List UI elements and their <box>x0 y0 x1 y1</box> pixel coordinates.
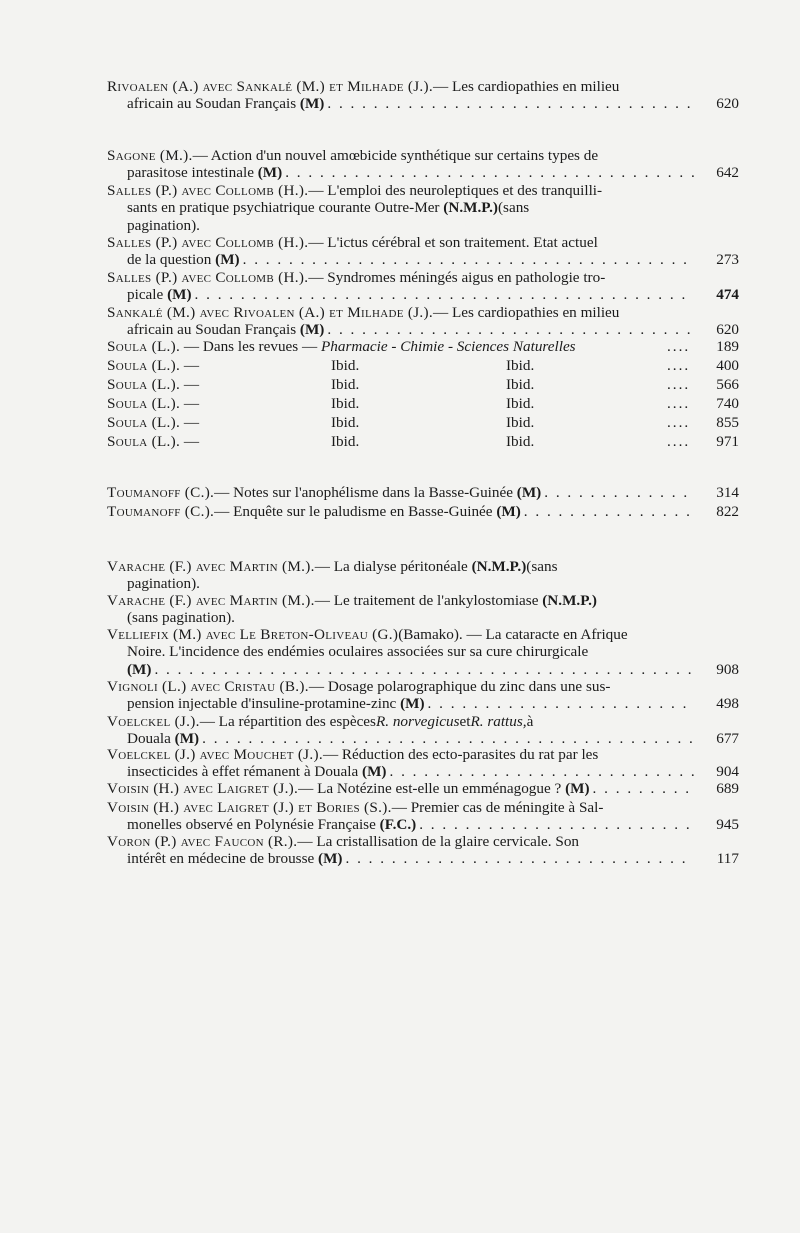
entry-author: Soula (L.). <box>107 395 181 412</box>
entry-author: Sagone (M.). <box>107 147 193 164</box>
leader-dots: .... <box>667 395 691 412</box>
leader-dots: .... <box>667 376 691 393</box>
entry-author: Soula (L.). <box>107 338 181 355</box>
entry-title: — Les cardiopathies en milieu <box>432 304 620 321</box>
entry-author: Toumanoff (C.). <box>107 503 215 520</box>
entry-tag: (N.M.P.) <box>542 592 597 609</box>
entry-title: — Syndromes méningés aigus en pathologie tro- <box>308 269 606 286</box>
entry-page-number: 908 <box>716 660 739 678</box>
entry-title-cont: de la question <box>127 251 212 269</box>
entry-tag: (M) <box>496 503 521 520</box>
entry-title: — La dialyse péritonéale <box>314 558 468 575</box>
entry-page-number: 945 <box>716 816 739 834</box>
entry-author: Varache (F.) avec Martin (M.). <box>107 592 315 609</box>
entry-title-mid: et <box>459 713 471 730</box>
entry-page-number: 400 <box>716 357 739 374</box>
entry-author: Toumanoff (C.). <box>107 484 215 501</box>
entry-dash: — <box>180 357 200 374</box>
soula-entry <box>107 433 739 451</box>
leader-dots: .... <box>667 338 691 355</box>
entry-title-cont: monelles observé en Polynésie Française <box>127 816 376 834</box>
entry-author: Soula (L.). <box>107 357 181 374</box>
entry-tag: (M) <box>127 660 152 678</box>
species-name: R. rattus, <box>470 713 527 730</box>
entry-title: — L'ictus cérébral et son traitement. Etat actuel <box>308 234 598 251</box>
index-entry <box>107 503 739 520</box>
entry-tag: (N.M.P.) <box>471 558 527 575</box>
entry-author: Voelckel (J.). <box>107 713 200 730</box>
ibid: Ibid. <box>506 357 535 374</box>
entry-title: — Notes sur l'anophélisme dans la Basse-Guinée <box>214 484 513 501</box>
index-entry <box>107 558 739 593</box>
entry-dash: — <box>180 395 200 412</box>
entry-tag: (N.M.P.) <box>443 199 498 217</box>
entry-page-number: 677 <box>716 730 739 748</box>
entry-author: Vignoli (L.) avec Cristau (B.). <box>107 678 309 695</box>
entry-page-number: 904 <box>716 763 739 781</box>
entry-tag: (M) <box>299 95 325 113</box>
index-entry <box>107 833 739 868</box>
entry-page-number: 117 <box>716 850 739 868</box>
index-entry <box>107 626 739 678</box>
entry-title: (Bamako). — La cataracte en Afrique <box>398 626 628 643</box>
entry-title-cont: sants en pratique psychiatrique courante Outre-Mer <box>127 199 440 217</box>
ibid: Ibid. <box>331 376 360 393</box>
ibid: Ibid. <box>506 433 535 450</box>
entry-page-number: 642 <box>716 164 739 182</box>
soula-entry <box>107 357 739 375</box>
index-entry <box>107 592 739 627</box>
entry-title: — Les cardiopathies en milieu <box>432 78 620 95</box>
entry-title: — Réduction des ecto-parasites du rat par les <box>322 746 599 763</box>
index-entry <box>107 799 739 834</box>
soula-entry <box>107 395 739 413</box>
entry-tag: (M) <box>215 251 240 269</box>
entry-title: — Le traitement de l'ankylostomiase <box>314 592 539 609</box>
index-entry <box>107 304 739 339</box>
entry-author: Rivoalen (A.) avec Sankalé (M.) et Milhade (J.). <box>107 78 433 95</box>
entry-page-number: 566 <box>716 376 739 393</box>
entry-title-cont: pension injectable d'insuline-protamine-zinc <box>127 695 397 713</box>
entry-page-number: 189 <box>716 338 739 355</box>
entry-tag: (M) <box>174 730 200 748</box>
entry-title: — L'emploi des neuroleptiques et des tranquilli- <box>308 182 603 199</box>
entry-author: Voelckel (J.) avec Mouchet (J.). <box>107 746 323 763</box>
ibid: Ibid. <box>506 376 535 393</box>
entry-page-number: 273 <box>716 251 739 269</box>
entry-page-number: 498 <box>716 695 739 713</box>
entry-tag: (M) <box>167 286 192 304</box>
entry-title-cont: insecticides à effet rémanent à Douala <box>127 763 359 781</box>
entry-page-number: 689 <box>716 780 739 797</box>
entry-title-cont: parasitose intestinale <box>127 164 254 182</box>
entry-page-number: 822 <box>716 503 739 520</box>
ibid: Ibid. <box>331 395 360 412</box>
index-entry <box>107 484 739 501</box>
index-entry <box>107 269 739 304</box>
index-entry <box>107 147 739 182</box>
index-entry <box>107 746 739 781</box>
entry-title: — La cristallisation de la glaire cervicale. Son <box>297 833 580 850</box>
journal-name: Pharmacie - Chimie - Sciences Naturelles <box>320 338 576 355</box>
entry-title-cont: Douala <box>127 730 171 748</box>
entry-title: — Premier cas de méningite à Sal- <box>391 799 604 816</box>
entry-dash: — <box>180 414 200 431</box>
entry-suffix: (sans <box>498 199 530 217</box>
entry-page-number: 620 <box>716 321 739 339</box>
entry-author: Sankalé (M.) avec Rivoalen (A.) et Milhade (J.). <box>107 304 433 321</box>
entry-author: Velliefix (M.) avec Le Breton-Oliveau (G.) <box>107 626 399 643</box>
ibid: Ibid. <box>331 414 360 431</box>
entry-title-cont2: Noire. L'incidence des endémies oculaires associées sur sa cure chirurgicale <box>127 643 589 661</box>
entry-title-cont: africain au Soudan Français <box>127 321 297 339</box>
entry-tag: (M) <box>400 695 425 713</box>
entry-suffix: (sans <box>526 558 558 575</box>
entry-title-cont2: (sans pagination). <box>127 609 235 627</box>
entry-tag: (M) <box>516 484 542 501</box>
soula-entry <box>107 338 739 356</box>
index-entry <box>107 182 739 234</box>
entry-tag: (M) <box>362 763 387 781</box>
entry-title-end: à <box>526 713 534 730</box>
entry-author: Soula (L.). <box>107 433 181 450</box>
entry-dash: — <box>180 376 200 393</box>
ibid: Ibid. <box>331 357 360 374</box>
entry-page-number: 620 <box>716 95 739 113</box>
index-entry <box>107 713 739 748</box>
ibid: Ibid. <box>331 433 360 450</box>
entry-page-number: 971 <box>716 433 739 450</box>
soula-entry <box>107 414 739 432</box>
entry-title: — Action d'un nouvel amœbicide synthétique sur certains types de <box>192 147 599 164</box>
entry-title: — Enquête sur le paludisme en Basse-Guinée <box>214 503 493 520</box>
entry-dash: — <box>180 433 200 450</box>
entry-author: Voron (P.) avec Faucon (R.). <box>107 833 298 850</box>
entry-author: Varache (F.) avec Martin (M.). <box>107 558 315 575</box>
entry-author: Soula (L.). <box>107 414 181 431</box>
leader-dots: .... <box>667 414 691 431</box>
entry-title: — La Notézine est-elle un emménagogue ? <box>298 780 562 797</box>
entry-tag: (M) <box>565 780 590 797</box>
entry-title: — Dosage polarographique du zinc dans une sus- <box>308 678 611 695</box>
entry-title-cont: picale <box>127 286 164 304</box>
entry-title: — La répartition des espèces <box>199 713 376 730</box>
index-entry <box>107 780 739 797</box>
entry-title-cont2: pagination). <box>127 216 200 234</box>
entry-title-cont: africain au Soudan Français <box>127 95 297 113</box>
entry-title-cont2: pagination). <box>127 575 200 593</box>
index-entry <box>107 78 739 113</box>
entry-page-number: 740 <box>716 395 739 412</box>
entry-author: Salles (P.) avec Collomb (H.). <box>107 269 309 286</box>
leader-dots: .... <box>667 357 691 374</box>
entry-author: Voisin (H.) avec Laigret (J.). <box>107 780 299 797</box>
entry-tag: (F.C.) <box>379 816 417 834</box>
entry-author: Salles (P.) avec Collomb (H.). <box>107 182 309 199</box>
entry-title: — Dans les revues — <box>180 338 321 355</box>
entry-page-number: 314 <box>716 484 739 501</box>
ibid: Ibid. <box>506 395 535 412</box>
entry-author: Salles (P.) avec Collomb (H.). <box>107 234 309 251</box>
entry-page-number: 474 <box>716 286 739 304</box>
entry-tag: (M) <box>318 850 343 868</box>
entry-tag: (M) <box>299 321 325 339</box>
index-entry <box>107 234 739 269</box>
ibid: Ibid. <box>506 414 535 431</box>
leader-dots: .... <box>667 433 691 450</box>
species-name: R. norvegicus <box>375 713 460 730</box>
entry-tag: (M) <box>257 164 283 182</box>
entry-author: Soula (L.). <box>107 376 181 393</box>
index-entry <box>107 678 739 713</box>
entry-title-cont: intérêt en médecine de brousse <box>127 850 315 868</box>
entry-author: Voisin (H.) avec Laigret (J.) et Bories (S.). <box>107 799 392 816</box>
entry-page-number: 855 <box>716 414 739 431</box>
soula-entry <box>107 376 739 394</box>
